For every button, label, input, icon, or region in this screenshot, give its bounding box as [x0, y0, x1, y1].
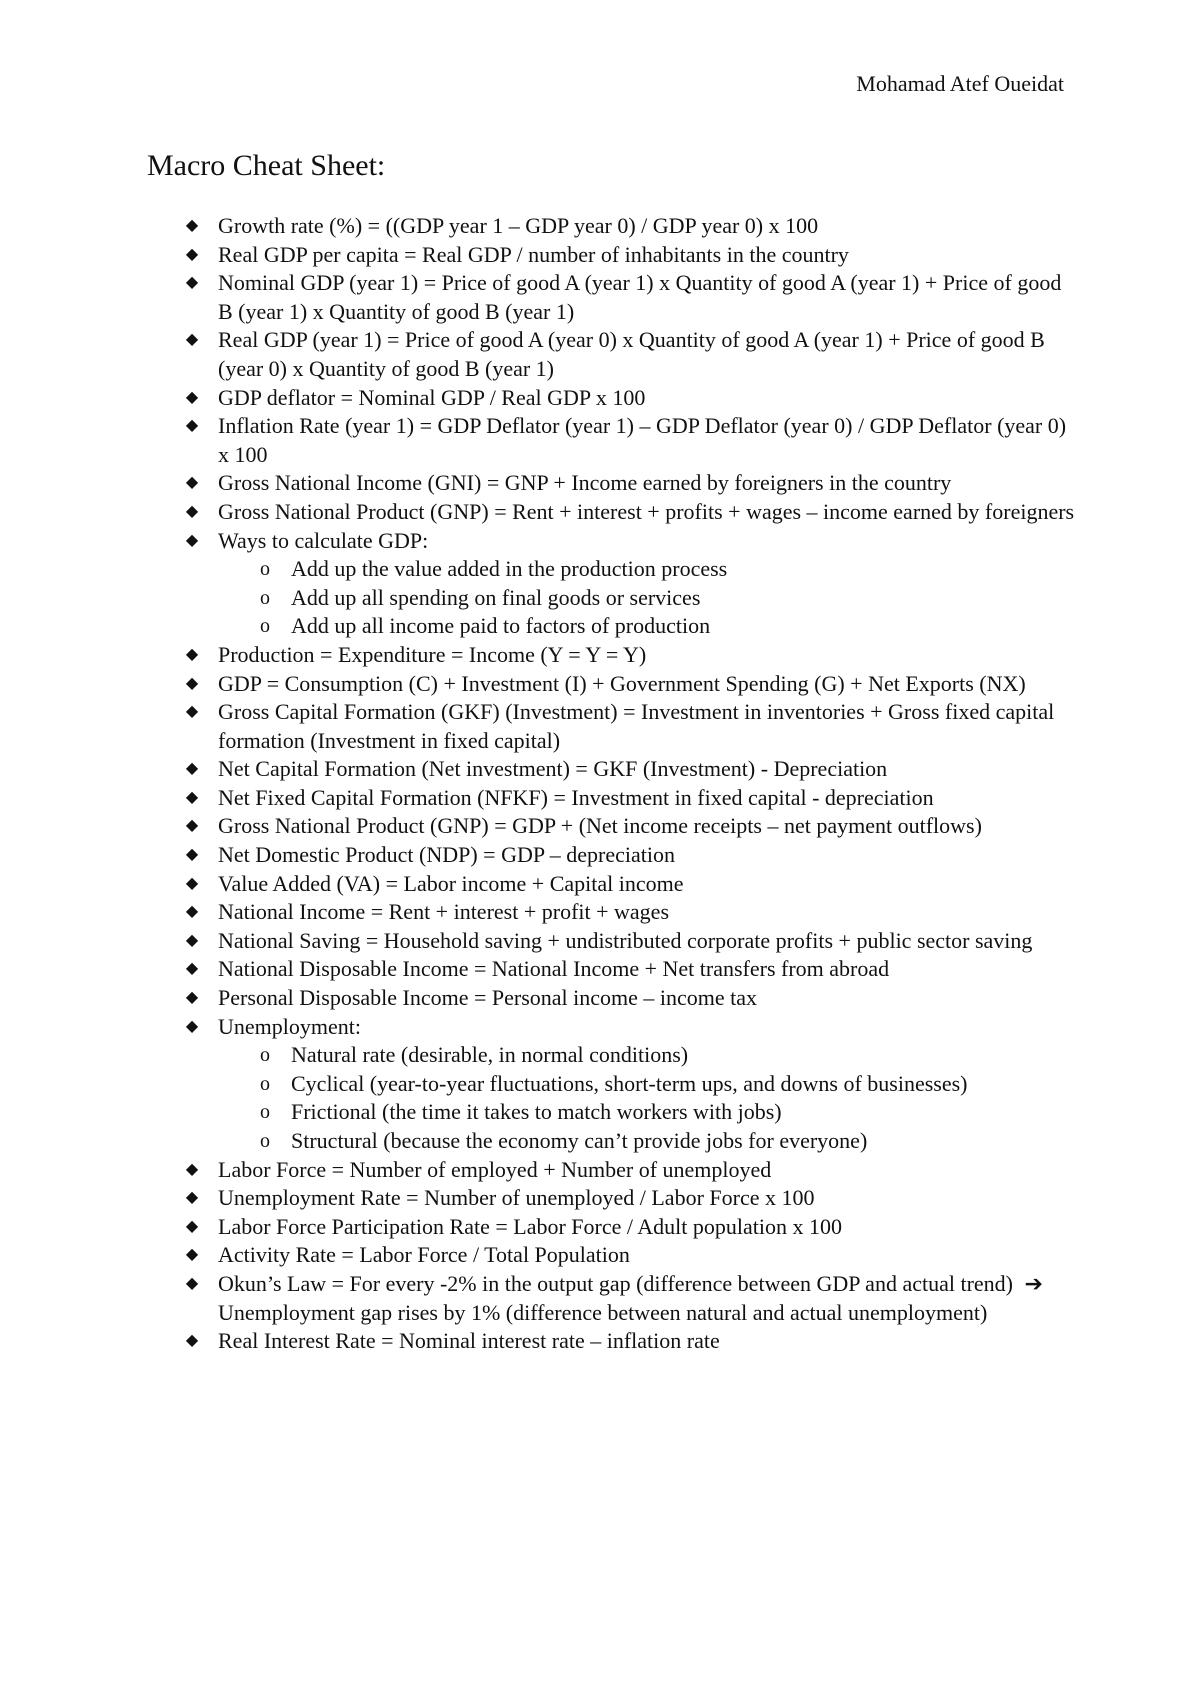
formula-list — [185, 212, 1078, 1356]
diamond-bullet-icon: ◆ — [185, 817, 199, 835]
author-name: Mohamad Atef Oueidat — [856, 71, 1064, 96]
diamond-bullet-icon: ◆ — [185, 703, 199, 721]
list-item — [185, 1270, 1078, 1327]
list-item-text: National Saving = Household saving + undistributed corporate profits + public sector saving — [218, 927, 1033, 953]
diamond-bullet-icon: ◆ — [185, 417, 199, 435]
list-item-text: Ways to calculate GDP: — [218, 527, 429, 553]
list-item — [185, 1156, 1078, 1185]
list-item-text: Personal Disposable Income = Personal income – income tax — [218, 985, 758, 1011]
list-item — [185, 1213, 1078, 1242]
list-item — [185, 384, 1078, 413]
list-item — [185, 1241, 1078, 1270]
list-item-text: Labor Force = Number of employed + Number of unemployed — [218, 1156, 772, 1182]
list-item-text: National Disposable Income = National Income + Net transfers from abroad — [218, 956, 890, 982]
diamond-bullet-icon: ◆ — [185, 960, 199, 978]
sub-list-item-text: Structural (because the economy can’t provide jobs for everyone) — [291, 1128, 868, 1153]
diamond-bullet-icon: ◆ — [185, 274, 199, 292]
list-item-text: Growth rate (%) = ((GDP year 1 – GDP year 0) / GDP year 0) x 100 — [218, 213, 819, 238]
diamond-bullet-icon: ◆ — [185, 874, 199, 892]
sub-list-item-text: Add up the value added in the production process — [291, 556, 728, 582]
list-item-text: Activity Rate = Labor Force / Total Population — [218, 1242, 630, 1268]
diamond-bullet-icon: ◆ — [185, 1017, 199, 1035]
diamond-bullet-icon: ◆ — [185, 788, 199, 806]
list-item — [185, 212, 1078, 241]
sub-list-item-text: Frictional (the time it takes to match workers with jobs) — [291, 1099, 782, 1125]
list-item — [185, 269, 1078, 326]
list-item-text: Real Interest Rate = Nominal interest rate – inflation rate — [218, 1328, 720, 1354]
list-item-text: Net Domestic Product (NDP) = GDP – depreciation — [218, 842, 676, 868]
sub-list-item-text: Natural rate (desirable, in normal conditions) — [291, 1042, 689, 1068]
diamond-bullet-icon: ◆ — [185, 1332, 199, 1350]
diamond-bullet-icon: ◆ — [185, 1217, 199, 1235]
list-item-text: Real GDP per capita = Real GDP / number of inhabitants in the country — [218, 241, 849, 267]
list-item-text: Net Fixed Capital Formation (NFKF) = Investment in fixed capital - depreciation — [218, 784, 934, 810]
list-item — [185, 870, 1078, 899]
sub-list-item — [260, 1070, 1078, 1099]
list-item — [185, 984, 1078, 1013]
sub-list-item — [260, 584, 1078, 613]
list-item-text: Inflation Rate (year 1) = GDP Deflator (year 1) – GDP Deflator (year 0) / GDP Deflator (year 0) x 100 — [218, 413, 1067, 467]
diamond-bullet-icon: ◆ — [185, 846, 199, 864]
circle-bullet-icon: o — [260, 1130, 270, 1152]
sub-list-item — [260, 1127, 1078, 1156]
diamond-bullet-icon: ◆ — [185, 931, 199, 949]
list-item-text: Gross National Product (GNP) = Rent + interest + profits + wages – income earned by foreigners — [218, 498, 1075, 524]
list-item-text: Labor Force Participation Rate = Labor Force / Adult population x 100 — [218, 1213, 842, 1239]
diamond-bullet-icon: ◆ — [185, 1160, 199, 1178]
diamond-bullet-icon: ◆ — [185, 760, 199, 778]
circle-bullet-icon: o — [260, 1101, 270, 1124]
sub-list-item-text: Add up all income paid to factors of production — [291, 613, 711, 639]
list-item — [185, 812, 1078, 841]
list-item-text: Nominal GDP (year 1) = Price of good A (year 1) x Quantity of good A (year 1) + Price of good B (year 1) x Quantity of good B (year 1) — [218, 270, 1062, 324]
diamond-bullet-icon: ◆ — [185, 474, 199, 492]
sub-list-item — [260, 1041, 1078, 1070]
circle-bullet-icon: o — [260, 1044, 270, 1067]
list-item-text-continued: Unemployment gap rises by 1% (difference between natural and actual unemployment) — [218, 1299, 988, 1325]
diamond-bullet-icon: ◆ — [185, 903, 199, 921]
list-item — [185, 641, 1078, 670]
sub-list-item — [260, 612, 1078, 641]
list-item — [185, 927, 1078, 956]
diamond-bullet-icon: ◆ — [185, 331, 199, 349]
right-arrow-icon: ➔ — [1024, 1270, 1043, 1296]
list-item-text: Unemployment Rate = Number of unemployed / Labor Force x 100 — [218, 1185, 815, 1211]
diamond-bullet-icon: ◆ — [185, 502, 199, 520]
sub-list — [218, 555, 1078, 641]
list-item-text: National Income = Rent + interest + profit + wages — [218, 899, 670, 925]
list-item — [185, 670, 1078, 699]
diamond-bullet-icon: ◆ — [185, 1274, 199, 1292]
circle-bullet-icon: o — [260, 558, 270, 581]
diamond-bullet-icon: ◆ — [185, 388, 199, 406]
list-item — [185, 527, 1078, 641]
list-item — [185, 841, 1078, 870]
list-item — [185, 412, 1078, 469]
list-item — [185, 898, 1078, 927]
list-item-text: GDP = Consumption (C) + Investment (I) + Government Spending (G) + Net Exports (NX) — [218, 670, 1026, 696]
list-item-text: Production = Expenditure = Income (Y = Y = Y) — [218, 641, 647, 667]
list-item-text: GDP deflator = Nominal GDP / Real GDP x 100 — [218, 384, 646, 410]
list-item — [185, 1184, 1078, 1213]
diamond-bullet-icon: ◆ — [185, 217, 199, 234]
list-item — [185, 469, 1078, 498]
list-item — [185, 755, 1078, 784]
sub-list-item-text: Add up all spending on final goods or services — [291, 584, 701, 610]
list-item-text: Value Added (VA) = Labor income + Capital income — [218, 870, 684, 896]
list-item-text: Real GDP (year 1) = Price of good A (year 0) x Quantity of good A (year 1) + Price of good B (year 0) x Quantity of good B (year 1) — [218, 327, 1045, 381]
circle-bullet-icon: o — [260, 615, 270, 638]
diamond-bullet-icon: ◆ — [185, 989, 199, 1007]
circle-bullet-icon: o — [260, 1072, 270, 1095]
list-item-text: Gross Capital Formation (GKF) (Investment) = Investment in inventories + Gross fixed capital formation (Investment in fixed capital) — [218, 699, 1055, 753]
diamond-bullet-icon: ◆ — [185, 1246, 199, 1264]
list-item-text: Net Capital Formation (Net investment) = GKF (Investment) - Depreciation — [218, 756, 888, 782]
diamond-bullet-icon: ◆ — [185, 1189, 199, 1207]
sub-list-item — [260, 1098, 1078, 1127]
circle-bullet-icon: o — [260, 586, 270, 609]
sub-list-item-text: Cyclical (year-to-year fluctuations, short-term ups, and downs of businesses) — [291, 1070, 968, 1096]
list-item-text: Okun’s Law = For every -2% in the output gap (difference between GDP and actual trend) — [218, 1270, 1013, 1296]
diamond-bullet-icon: ◆ — [185, 531, 199, 549]
list-item — [185, 1327, 1078, 1356]
list-item-text: Gross National Product (GNP) = GDP + (Net income receipts – net payment outflows) — [218, 813, 982, 839]
diamond-bullet-icon: ◆ — [185, 245, 199, 263]
sub-list-item — [260, 555, 1078, 584]
list-item — [185, 326, 1078, 383]
list-item — [185, 498, 1078, 527]
list-item-text: Unemployment: — [218, 1013, 361, 1039]
diamond-bullet-icon: ◆ — [185, 645, 199, 663]
list-item — [185, 698, 1078, 755]
page-title: Macro Cheat Sheet: — [147, 149, 386, 182]
list-item — [185, 955, 1078, 984]
list-item — [185, 1013, 1078, 1156]
list-item-text: Gross National Income (GNI) = GNP + Income earned by foreigners in the country — [218, 470, 952, 496]
list-item — [185, 784, 1078, 813]
diamond-bullet-icon: ◆ — [185, 674, 199, 692]
sub-list — [218, 1041, 1078, 1155]
list-item — [185, 241, 1078, 270]
